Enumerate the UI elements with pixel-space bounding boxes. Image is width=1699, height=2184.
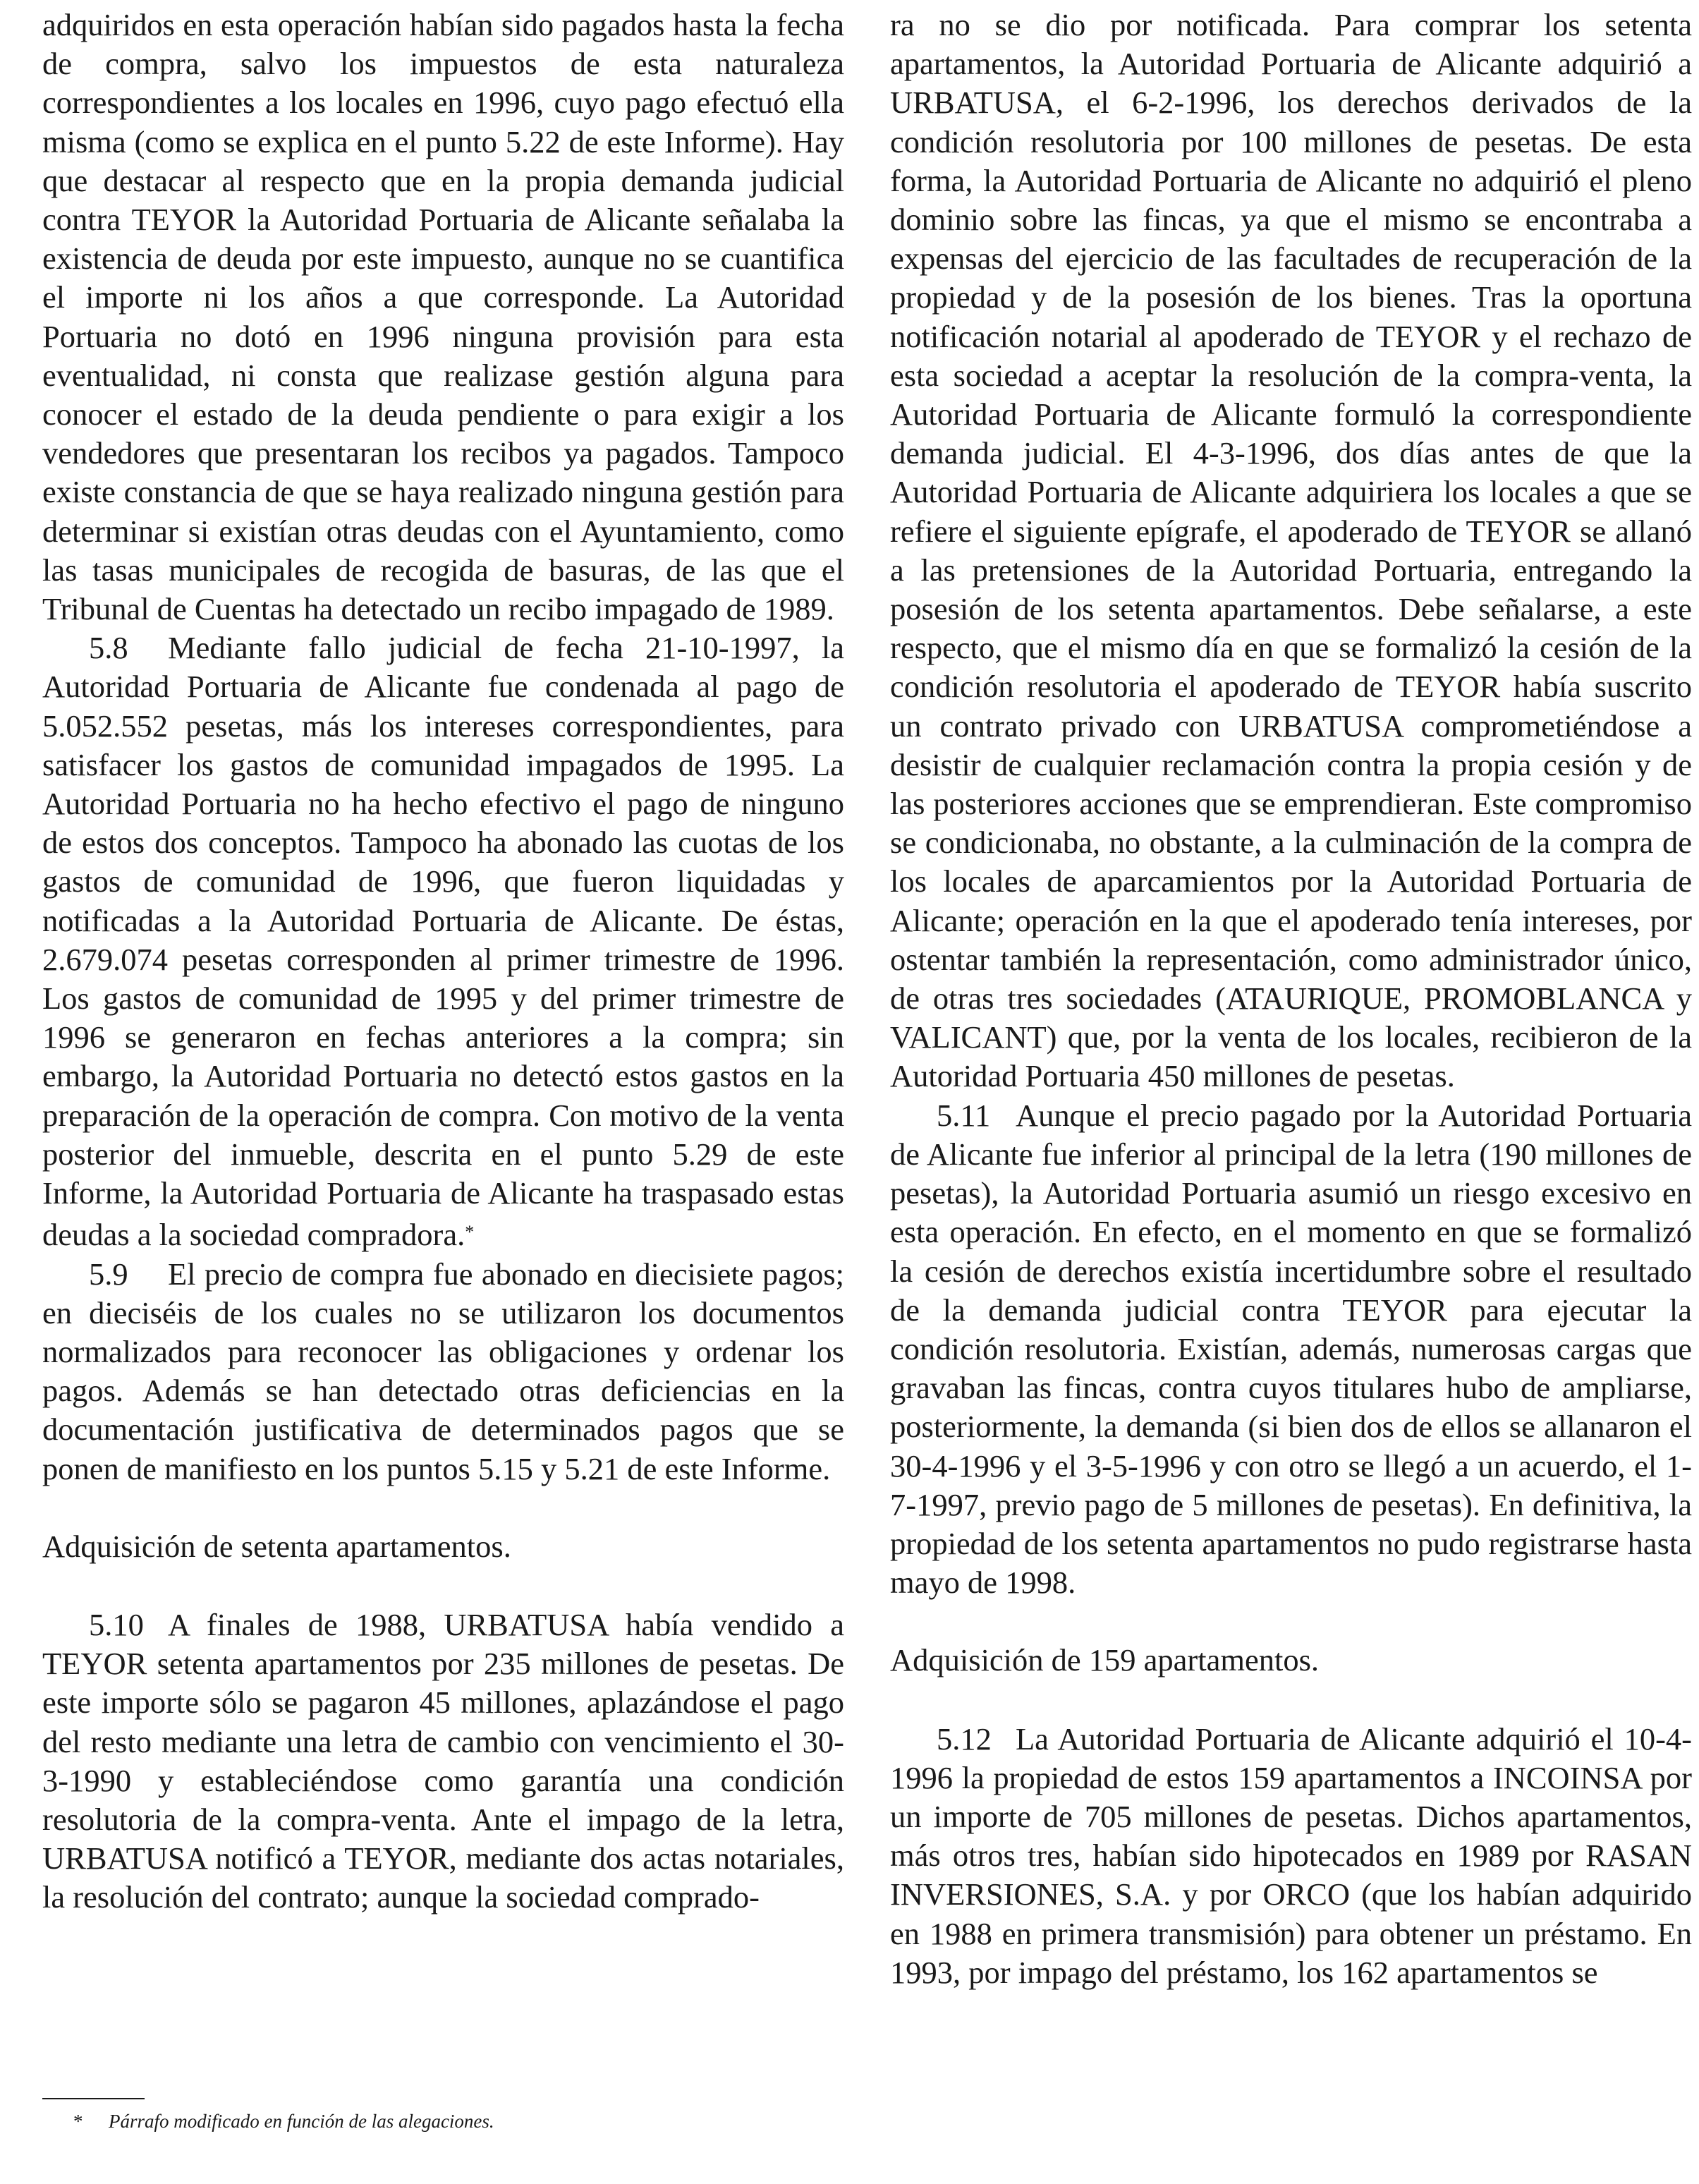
paragraph-5-8 bbox=[42, 629, 844, 1254]
paragraph-text: Aunque el precio pagado por la Autoridad Portuaria de Alicante fue inferior al principal de la letra (190 millones de pesetas), la Autoridad Portuaria asumió un riesgo excesivo en esta operación. En efecto, en el momento en que se formalizó la cesión de derechos existía incertidumbre sobre el resultado de la demanda judicial contra TEYOR para ejecutar la condición resolutoria. Existían, además, numerosas cargas que gravaban las fincas, contra cuyos titulares hubo de ampliarse, posteriormente, la demanda (si bien dos de ellos se allanaron el 30-4-1996 y el 3-5-1996 y con otro se llegó a un acuerdo, el 1-7-1997, previo pago de 5 millones de pesetas). En definitiva, la propiedad de los setenta apartamentos no pudo registrarse hasta mayo de 1998. bbox=[890, 1097, 1692, 1601]
paragraph-5-10 bbox=[42, 1606, 844, 1917]
paragraph-text: La Autoridad Portuaria de Alicante adquirió el 10-4-1996 la propiedad de estos 159 apartamentos a INCOINSA por un importe de 705 millones de pesetas. Dichos apartamentos, más otros tres, habían sido hipotecados en 1989 por RASAN INVERSIONES, S.A. y por ORCO (que los habían adquirido en 1988 en primera transmisión) para obtener un préstamo. En 1993, por impago del préstamo, los 162 apartamentos se bbox=[890, 1721, 1692, 1990]
paragraph-5-12 bbox=[890, 1720, 1692, 1992]
footnote-mark: * bbox=[73, 2111, 83, 2132]
paragraph-text: Mediante fallo judicial de fecha 21-10-1997, la Autoridad Portuaria de Alicante fue condenada al pago de 5.052.552 pesetas, más los intereses correspondientes, para satisfacer los gastos de comunidad impagados de 1995. La Autoridad Portuaria no ha hecho efectivo el pago de ninguno de estos dos conceptos. Tampoco ha abonado las cuotas de los gastos de comunidad de 1996, que fueron liquidadas y notificadas a la Autoridad Portuaria de Alicante. De éstas, 2.679.074 pesetas corresponden al primer trimestre de 1996. Los gastos de comunidad de 1995 y del primer trimestre de 1996 se generaron en fechas anteriores a la compra; sin embargo, la Autoridad Portuaria no detectó estos gastos en la preparación de la operación de compra. Con motivo de la venta posterior del inmueble, descrita en el punto 5.29 de este Informe, la Autoridad Portuaria de Alicante ha traspasado estas deudas a la sociedad compradora. bbox=[42, 630, 844, 1253]
paragraph-5-11 bbox=[890, 1096, 1692, 1603]
paragraph-number: 5.12 bbox=[937, 1721, 992, 1757]
paragraph-text: A finales de 1988, URBATUSA había vendido a TEYOR setenta apartamentos por 235 millones de pesetas. De este importe sólo se pagaron 45 millones, aplazándose el pago del resto mediante una letra de cambio con vencimiento el 30-3-1990 y estableciéndose como garantía una condición resolutoria de la compra-venta. Ante el impago de la letra, URBATUSA notificó a TEYOR, mediante dos actas notariales, la resolución del contrato; aunque la sociedad comprado- bbox=[42, 1606, 844, 1915]
paragraph-continuation: ra no se dio por notificada. Para comprar los setenta apartamentos, la Autoridad Portuaria de Alicante adquirió a URBATUSA, el 6-2-1996, los derechos derivados de la condición resolutoria por 100 millones de pesetas. De esta forma, la Autoridad Portuaria de Alicante no adquirió el pleno dominio sobre las fincas, ya que el mismo se encontraba a expensas del ejercicio de las facultades de recuperación de la propiedad y de la posesión de los bienes. Tras la oportuna notificación notarial al apoderado de TEYOR y el rechazo de esta sociedad a aceptar la resolución de la compra-venta, la Autoridad Portuaria de Alicante formuló la correspondiente demanda judicial. El 4-3-1996, dos días antes de que la Autoridad Portuaria de Alicante adquiriera los locales a que se refiere el siguiente epígrafe, el apoderado de TEYOR se allanó a las pretensiones de la Autoridad Portuaria, entregando la posesión de los setenta apartamentos. Debe señalarse, a este respecto, que el mismo día en que se formalizó la cesión de la condición resolutoria el apoderado de TEYOR había suscrito un contrato privado con URBATUSA comprometiéndose a desistir de cualquier reclamación contra la propia cesión y de las posteriores acciones que se emprendieran. Este compromiso se condicionaba, no obstante, a la culminación de la compra de los locales de aparcamientos por la Autoridad Portuaria de Alicante; operación en la que el apoderado tenía intereses, por ostentar también la representación, como administrador único, de otras tres sociedades (ATAURIQUE, PROMOBLANCA y VALICANT) que, por la venta de los locales, recibieron de la Autoridad Portuaria 450 millones de pesetas. bbox=[890, 7, 1692, 1094]
right-column bbox=[890, 6, 1692, 1992]
paragraph-number: 5.11 bbox=[937, 1097, 991, 1133]
paragraph-5-9 bbox=[42, 1255, 844, 1488]
section-heading: Adquisición de 159 apartamentos. bbox=[890, 1642, 1320, 1678]
footnote-text: Párrafo modificado en función de las alegaciones. bbox=[109, 2111, 494, 2132]
footnote-divider bbox=[42, 2098, 145, 2099]
paragraph-number: 5.9 bbox=[89, 1256, 128, 1292]
paragraph-number: 5.10 bbox=[89, 1606, 144, 1642]
paragraph-number: 5.8 bbox=[89, 630, 128, 666]
footnote-reference: * bbox=[465, 1222, 475, 1243]
left-column bbox=[42, 6, 844, 1917]
paragraph-text: El precio de compra fue abonado en diecisiete pagos; en dieciséis de los cuales no se utilizaron los documentos normalizados para reconocer las obligaciones y ordenar los pagos. Además se han detectado otras deficiencias en la documentación justificativa de determinados pagos que se ponen de manifiesto en los puntos 5.15 y 5.21 de este Informe. bbox=[42, 1256, 844, 1486]
paragraph-continuation: adquiridos en esta operación habían sido pagados hasta la fecha de compra, salvo los impuestos de esta naturaleza correspondientes a los locales en 1996, cuyo pago efectuó ella misma (como se explica en el punto 5.22 de este Informe). Hay que destacar al respecto que en la propia demanda judicial contra TEYOR la Autoridad Portuaria de Alicante señalaba la existencia de deuda por este impuesto, aunque no se cuantifica el importe ni los años a que corresponde. La Autoridad Portuaria no dotó en 1996 ninguna provisión para esta eventualidad, ni consta que realizase gestión alguna para conocer el estado de la deuda pendiente o para exigir a los vendedores que presentaran los recibos ya pagados. Tampoco existe constancia de que se haya realizado ninguna gestión para determinar si existían otras deudas con el Ayuntamiento, como las tasas municipales de recogida de basuras, de las que el Tribunal de Cuentas ha detectado un recibo impagado de 1989. bbox=[42, 7, 844, 627]
footnote bbox=[73, 2109, 779, 2133]
section-heading: Adquisición de setenta apartamentos. bbox=[42, 1528, 511, 1564]
